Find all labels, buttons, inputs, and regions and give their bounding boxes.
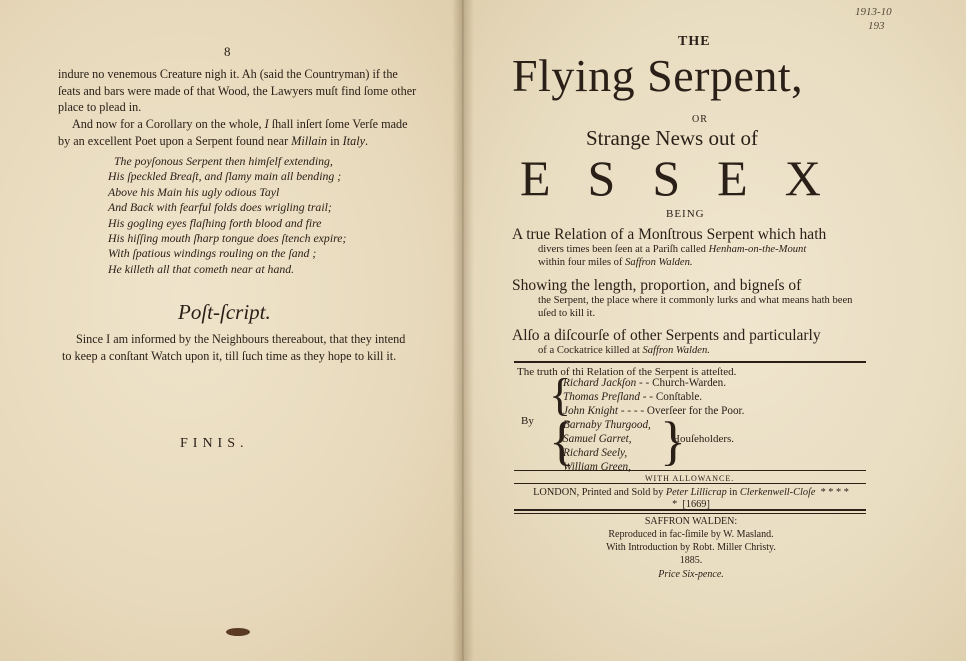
poem-line: His hiſſing mouth ſharp tongue does ſtench expire; (108, 231, 347, 246)
also-paragraph: Alſo a diſcourſe of other Serpents and particularly of a Cockatrice killed at Saffron Walden. (512, 327, 821, 356)
poem (108, 154, 347, 277)
poem-line: And Back with fearful folds does wrigling trail; (108, 200, 332, 215)
brace: } (660, 411, 686, 471)
title-the: THE (678, 34, 711, 49)
subtitle: Strange News out of (586, 126, 759, 150)
divider-rule (514, 483, 866, 484)
poem-line: He killeth all that cometh near at hand. (108, 261, 295, 276)
brace: { (549, 411, 575, 471)
place-heading: ESSEX (520, 150, 858, 206)
price: Price Six-pence. (658, 569, 724, 580)
ink-blot (226, 628, 250, 636)
brace: { (549, 369, 572, 420)
householders-label: Houſeholders. (672, 433, 735, 445)
handwritten-note: 193 (868, 20, 885, 32)
repro-place: SAFFRON WALDEN: (644, 516, 738, 527)
relation-paragraph: A true Relation of a Monſtrous Serpent which hath divers times been ſeen at a Pariſh called Henham-on-the-Mount within four miles of Saffron Walden. (512, 226, 827, 268)
poem-line: His ſpeckled Breaſt, and ſlamy main all bending ; (108, 169, 342, 184)
by-label: By (521, 415, 534, 427)
repro-year: 1885. (679, 555, 703, 566)
divider-rule (514, 470, 866, 471)
divider-rule (514, 513, 866, 514)
divider-rule (514, 361, 866, 363)
officer-row: Thomas Preſland - - Conſtable. (563, 391, 703, 403)
poem-line: With ſpatious windings rouling on the ſand ; (108, 246, 317, 261)
postscript-text: Since I am informed by the Neighbours thereabout, that they intend to keep a conſtant Watch upon it, till ſuch time as they hope to kill it. (62, 332, 406, 363)
householder-name: Samuel Garret, (563, 433, 632, 445)
postscript-title: Poſt-ſcript. (178, 300, 271, 324)
allowance-label: WITH ALLOWANCE. (645, 474, 735, 483)
being-label: BEING (666, 208, 705, 220)
imprint: LONDON, Printed and Sold by Peter Lillicrap in Clerkenwell-Cloſe * * * * * [1669] (533, 487, 849, 510)
divider-rule (514, 509, 866, 511)
attest-line: The truth of thi Relation of the Serpent is atteſted. (517, 366, 737, 378)
title-or: OR (692, 114, 708, 125)
finis-heading: FINIS. (180, 436, 249, 451)
poem-line: The poyſonous Serpent then himſelf extending, (114, 154, 333, 168)
title-main: Flying Serpent, (512, 50, 804, 101)
book-spine (452, 0, 474, 661)
poem-line: His gogling eyes flaſhing forth blood and fire (108, 215, 322, 230)
handwritten-note: 1913-10 (855, 6, 892, 18)
repro-line: Reproduced in fac-ſimile by W. Masland. (608, 529, 774, 540)
householder-name: William Green, (563, 461, 631, 473)
showing-paragraph: Showing the length, proportion, and bigneſs of the Serpent, the place where it commonly lurks and what means hath been uſed to kill it. (512, 277, 853, 319)
intro-line: With Introduction by Robt. Miller Christy. (606, 542, 776, 553)
page-number: 8 (224, 44, 231, 59)
poem-line: Above his Main his ugly odious Tayl (108, 184, 280, 199)
householder-name: Barnaby Thurgood, (563, 419, 651, 431)
paragraph-1: indure no venemous Creature nigh it. Ah (said the Countryman) if the ſeats and bars were made of that Wood, the Lawyers muſt find ſome other place to plead in. (58, 67, 417, 114)
officer-row: Richard Jackſon - - Church-Warden. (563, 377, 727, 389)
officer-row: John Knight - - - - Overſeer for the Poor. (563, 405, 745, 417)
paragraph-2: And now for a Corollary on the whole, I ſhall inſert ſome Verſe made by an excellent Poet upon a Serpent found near Millain in Italy. (58, 117, 408, 148)
householder-name: Richard Seely, (563, 447, 628, 459)
